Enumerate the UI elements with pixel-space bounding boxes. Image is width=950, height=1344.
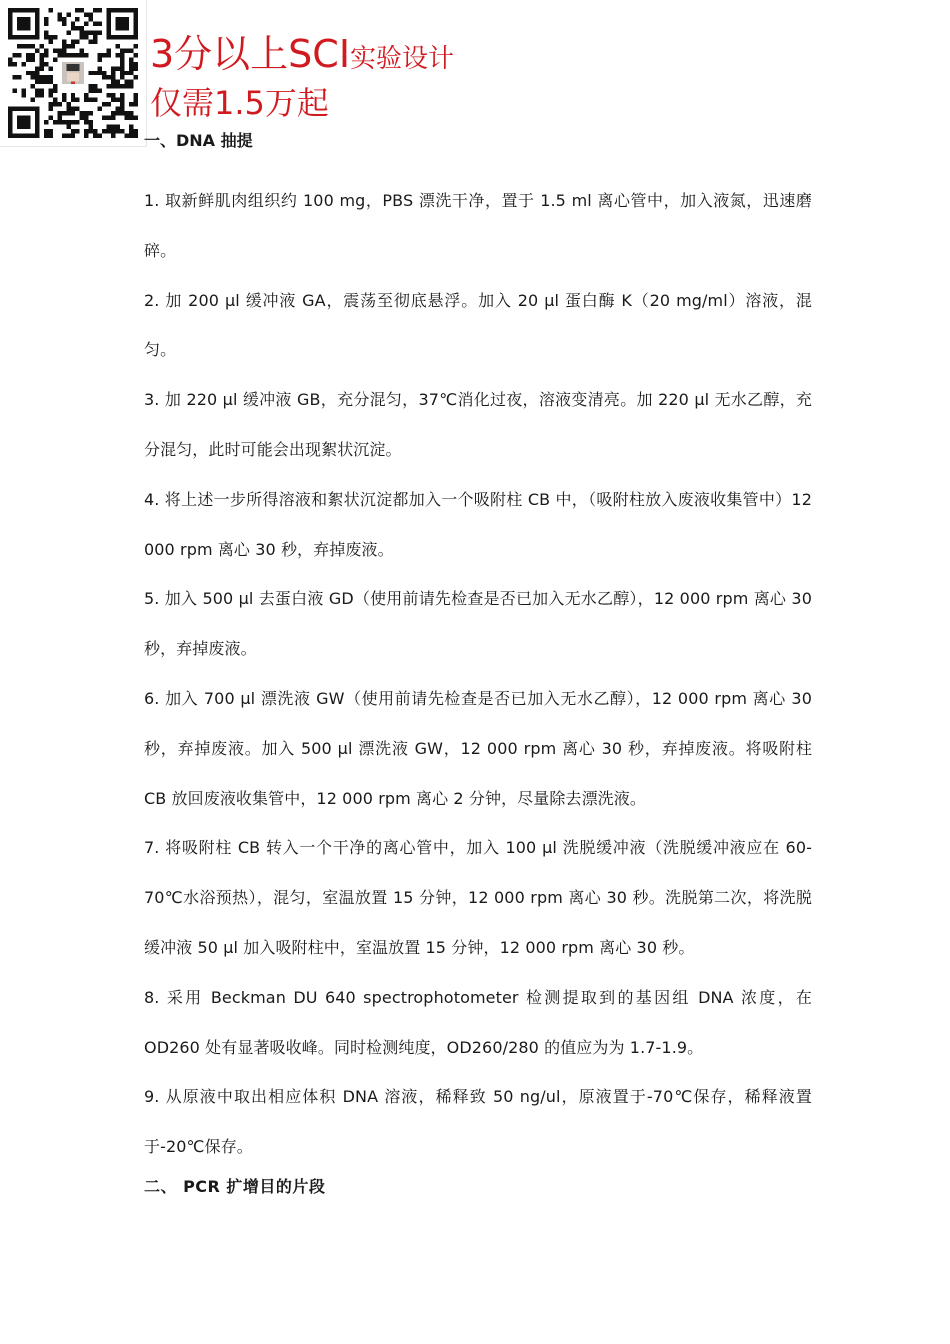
section-heading-pcr: 二、 PCR 扩增目的片段 bbox=[144, 1176, 326, 1196]
protocol-step: 5. 加入 500 μl 去蛋白液 GD（使用前请先检查是否已加入无水乙醇），12 000 rpm 离心 30 秒，弃掉废液。 bbox=[144, 589, 812, 659]
qr-code-box bbox=[0, 0, 147, 147]
protocol-step: 7. 将吸附柱 CB 转入一个干净的离心管中，加入 100 μl 洗脱缓冲液（洗脱缓冲液应在 60-70℃水浴预热），混匀，室温放置 15 分钟，12 000 rpm 离心 30 秒。洗脱第二次，将洗脱缓冲液 50 μl 加入吸附柱中，室温放置 15 分钟，12 000 rpm 离心 30 秒。 bbox=[144, 838, 812, 957]
ad-headline-main: 3分以上SCI bbox=[150, 32, 351, 76]
ad-headline-sub: 实验设计 bbox=[350, 44, 455, 74]
steps-list bbox=[144, 176, 812, 1172]
ad-price: 仅需1.5万起 bbox=[150, 84, 329, 122]
section-heading-dna-extraction: 一、DNA 抽提 bbox=[144, 131, 253, 150]
protocol-step: 6. 加入 700 μl 漂洗液 GW（使用前请先检查是否已加入无水乙醇），12 000 rpm 离心 30 秒，弃掉废液。加入 500 μl 漂洗液 GW，12 000 rpm 离心 30 秒，弃掉废液。将吸附柱 CB 放回废液收集管中，12 000 rpm 离心 2 分钟，尽量除去漂洗液。 bbox=[144, 688, 812, 808]
protocol-step: 1. 取新鲜肌肉组织约 100 mg，PBS 漂洗干净，置于 1.5 ml 离心管中，加入液氮，迅速磨碎。 bbox=[144, 191, 812, 260]
protocol-step: 4. 将上述一步所得溶液和絮状沉淀都加入一个吸附柱 CB 中，（吸附柱放入废液收集管中）12 000 rpm 离心 30 秒，弃掉废液。 bbox=[144, 489, 812, 559]
protocol-step: 3. 加 220 μl 缓冲液 GB，充分混匀，37℃消化过夜，溶液变清亮。加 220 μl 无水乙醇，充分混匀，此时可能会出现絮状沉淀。 bbox=[144, 390, 812, 459]
document-body bbox=[144, 126, 812, 1202]
ad-headline bbox=[150, 32, 454, 81]
protocol-step: 9. 从原液中取出相应体积 DNA 溶液，稀释致 50 ng/ul，原液置于-70℃保存，稀释液置于-20℃保存。 bbox=[144, 1087, 812, 1157]
protocol-step: 2. 加 200 μl 缓冲液 GA，震荡至彻底悬浮。加入 20 μl 蛋白酶 K（20 mg/ml）溶液，混匀。 bbox=[144, 290, 812, 360]
protocol-step: 8. 采用 Beckman DU 640 spectrophotometer 检测提取到的基因组 DNA 浓度，在 OD260 处有显著吸收峰。同时检测纯度，OD260/280 的值应为为 1.7-1.9。 bbox=[144, 987, 812, 1057]
qr-code-icon bbox=[8, 8, 138, 138]
